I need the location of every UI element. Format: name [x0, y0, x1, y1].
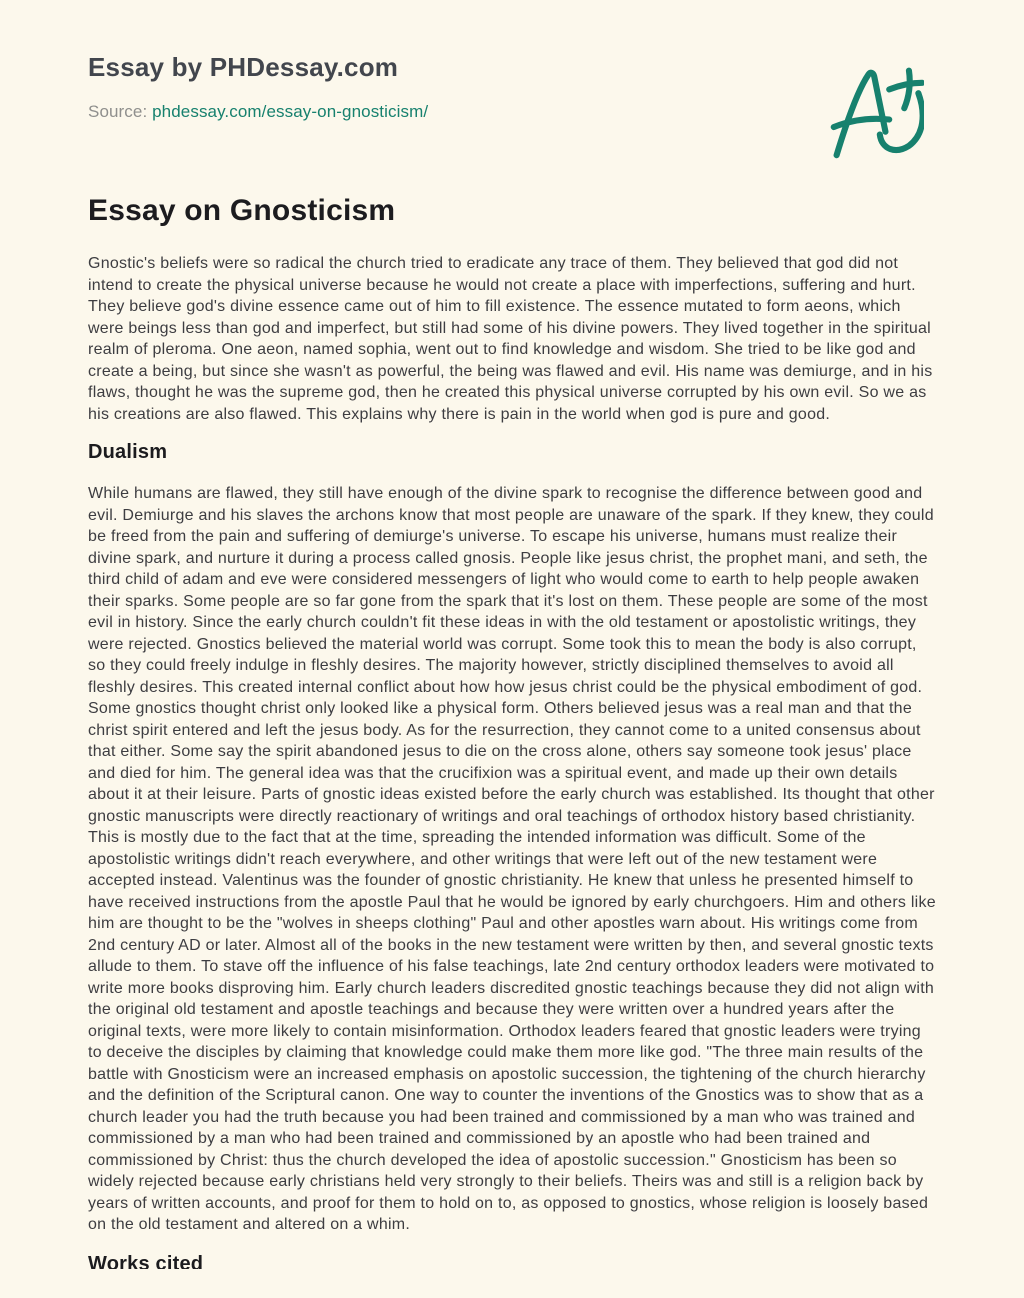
section-body-dualism: While humans are flawed, they still have enough of the divine spark to recognise the difference between good and evil. Demiurge and his slaves the archons know that most people are unaware of the spark. If they knew, they could be freed from the pain and suffering of demiurge's universe. To escape his universe, humans must realize their divine spark, and nurture it during a process called gnosis. People like jesus christ, the prophet mani, and seth, the third child of adam and eve were considered messengers of light who would come to earth to help people awaken their sparks. Some people are so far gone from the spark that it's lost on them. These people are some of the most evil in history. Since the early church couldn't fit these ideas in with the old testament or apostolistic writings, they were rejected. Gnostics believed the material world was corrupt. Some took this to mean the body is also corrupt, so they could freely indulge in fleshly desires. The majority however, strictly disciplined themselves to avoid all fleshly desires. This created internal conflict about how how jesus christ could be the physical embodiment of god. Some gnostics thought christ only looked like a physical form. Others believed jesus was a real man and that the christ spirit entered and left the jesus body. As for the resurrection, they cannot come to a united consensus about that either. Some say the spirit abandoned jesus to die on the cross alone, others say someone took jesus' place and died for him. The general idea was that the crucifixion was a spiritual event, and made up their own details about it at their leisure. Parts of gnostic ideas existed before the early church was established. Its thought that other gnostic manuscripts were directly reactionary of writings and oral teachings of orthodox history based christianity. This is mostly due to the fact that at the time, spreading the intended information was difficult. Some of the apostolistic writings didn't reach everywhere, and other writings that were left out of the new testament were accepted instead. Valentinus was the founder of gnostic christianity. He knew that unless he presented himself to have received instructions from the apostle Paul that he would be ignored by early churchgoers. Him and others like him are thought to be the "wolves in sheeps clothing" Paul and other apostles warn about. His writings come from 2nd century AD or later. Almost all of the books in the new testament were written by then, and several gnostic texts allude to them. To stave off the influence of his false teachings, late 2nd century orthodox leaders were motivated to write more books disproving him. Early church leaders discredited gnostic teachings because they did not align with the original old testament and apostle teachings and because they were written over a hundred years after the original texts, were more likely to contain misinformation. Orthodox leaders feared that gnostic leaders were trying to deceive the disciples by claiming that knowledge could make them more like god. "The three main results of the battle with Gnosticism were an increased emphasis on apostolic succession, the tightening of the church hierarchy and the definition of the Scriptural canon. One way to counter the inventions of the Gnostics was to show that as a church leader you had the truth because you had been trained and commissioned by a man who was trained and commissioned by a man who had been trained and commissioned by an apostle who had been trained and commissioned by Christ: thus the church developed the idea of apostolic succession." Gnosticism has been so widely rejected because early christians held very strongly to their beliefs. Theirs was and still is a religion back by years of written accounts, and proof for them to hold on to, as opposed to gnostics, whose religion is loosely based on the old testament and altered on a whim.: [88, 485, 936, 1233]
section-heading-works-cited: Works cited: [88, 1252, 204, 1269]
page-title: Essay on Gnosticism: [88, 194, 396, 227]
intro-paragraph: Gnostic's beliefs were so radical the church tried to eradicate any trace of them. They believed that god did not intend to create the physical universe because he would not create a place with imperfections, suffering and hurt. They believe god's divine essence came out of him to fill existence. The essence mutated to form aeons, which were beings less than god and imperfect, but still had some of his divine powers. They lived together in the spiritual realm of pleroma. One aeon, named sophia, went out to find knowledge and wisdom. She tried to be like god and create a being, but since she wasn't as powerful, the being was flawed and evil. His name was demiurge, and in his flaws, thought he was the supreme god, then he created this physical universe corrupted by his own evil. So we as his creations are also flawed. This explains why there is pain in the world when god is pure and good.: [88, 255, 933, 423]
source-label: Source:: [88, 102, 148, 121]
source-line: [88, 101, 936, 123]
section-heading-dualism: Dualism: [88, 441, 168, 463]
works-cited-clipped-region: [88, 1253, 936, 1269]
a-plus-logo-icon: [830, 64, 924, 160]
byline: Essay by PHDessay.com: [88, 52, 399, 82]
source-link[interactable]: phdessay.com/essay-on-gnosticism/: [152, 102, 429, 121]
page-header: [88, 0, 936, 123]
